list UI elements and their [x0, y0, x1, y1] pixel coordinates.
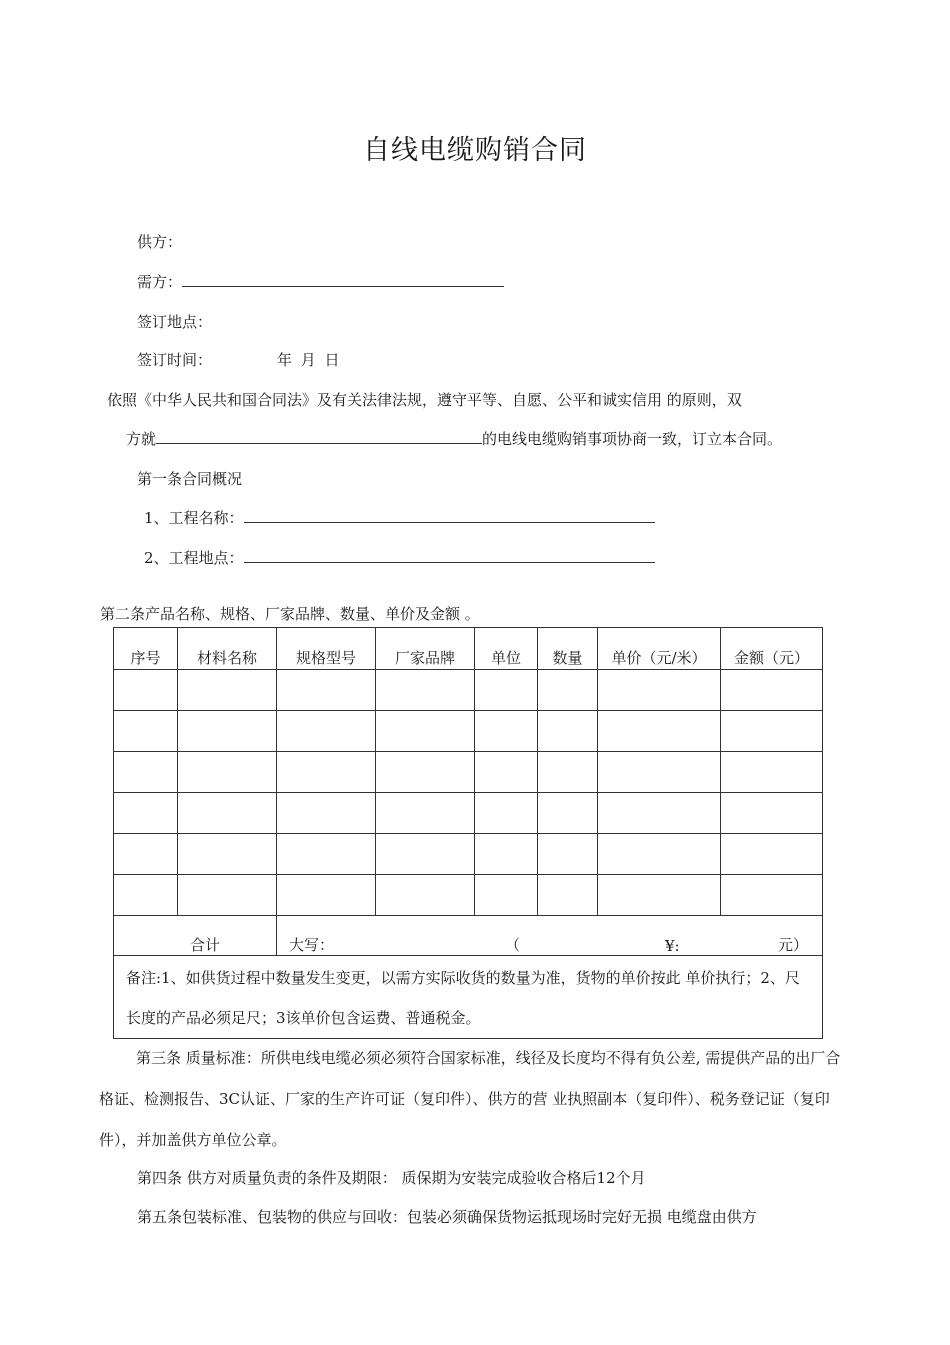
- table-cell[interactable]: [277, 670, 376, 711]
- table-cell[interactable]: [598, 875, 721, 916]
- buyer-line: [137, 271, 504, 292]
- article2-heading: 第二条产品名称、规格、厂家品牌、数量、单价及金额 。: [100, 605, 480, 623]
- total-amount-cell[interactable]: [277, 916, 823, 956]
- project-site-label: 2、工程地点：: [144, 549, 244, 567]
- table-row: [114, 752, 823, 793]
- table-cell[interactable]: [277, 875, 376, 916]
- article1-heading: 第一条合同概况: [137, 470, 243, 488]
- table-cell[interactable]: [376, 670, 475, 711]
- table-cell[interactable]: [538, 670, 598, 711]
- table-row: [114, 834, 823, 875]
- supplier-label: 供方：: [137, 233, 183, 251]
- article4-paragraph: 第四条 供方对质量负责的条件及期限： 质保期为安装完成验收合格后12个月: [137, 1169, 646, 1187]
- table-cell[interactable]: [598, 752, 721, 793]
- paren-open: （: [505, 936, 521, 954]
- col-header-quantity: 数量: [538, 628, 598, 670]
- table-note-row: [114, 956, 823, 1039]
- col-header-spec: 规格型号: [277, 628, 376, 670]
- table-row: [114, 670, 823, 711]
- table-cell[interactable]: [598, 711, 721, 752]
- intro-blank[interactable]: [156, 429, 482, 444]
- intro-line-1: 依照《中华人民共和国合同法》及有关法律法规，遵守平等、自愿、公平和诚实信用 的原则，双: [107, 391, 742, 409]
- table-cell[interactable]: [721, 875, 823, 916]
- yuan-close: 元）: [777, 936, 808, 954]
- project-name-blank[interactable]: [244, 508, 655, 523]
- table-cell[interactable]: [475, 752, 538, 793]
- table-cell[interactable]: [376, 834, 475, 875]
- article5-paragraph: 第五条包装标准、包装物的供应与回收：包装必须确保货物运抵现场时完好无损 电缆盘由供方: [137, 1208, 757, 1226]
- table-cell[interactable]: [114, 670, 178, 711]
- table-cell[interactable]: [475, 711, 538, 752]
- table-cell[interactable]: [538, 875, 598, 916]
- table-row: [114, 711, 823, 752]
- table-total-row: [114, 916, 823, 956]
- table-cell[interactable]: [277, 711, 376, 752]
- table-row: [114, 793, 823, 834]
- col-header-unit: 单位: [475, 628, 538, 670]
- table-cell[interactable]: [721, 793, 823, 834]
- article3-paragraph: 第三条 质量标准：所供电线电缆必须必须符合国家标准，线径及长度均不得有负公差, 需提供产品的出厂合格证、检测报告、3C认证、厂家的生产许可证（复印件）、供方的营 业执照副本（复印件）、税务登记证（复印件），并加盖供方单位公章。: [99, 1049, 841, 1149]
- table-cell[interactable]: [475, 670, 538, 711]
- project-name-label: 1、工程名称：: [144, 509, 244, 527]
- project-site-line: [144, 547, 655, 568]
- table-cell[interactable]: [178, 875, 277, 916]
- table-cell[interactable]: [114, 711, 178, 752]
- table-cell[interactable]: [277, 752, 376, 793]
- table-row: [114, 875, 823, 916]
- table-cell[interactable]: [721, 711, 823, 752]
- yen-label: ¥:: [665, 937, 680, 955]
- table-cell[interactable]: [376, 752, 475, 793]
- table-cell[interactable]: [114, 875, 178, 916]
- table-cell[interactable]: [598, 834, 721, 875]
- col-header-material: 材料名称: [178, 628, 277, 670]
- table-cell[interactable]: [114, 793, 178, 834]
- table-cell[interactable]: [475, 875, 538, 916]
- buyer-label: 需方：: [137, 273, 183, 291]
- table-cell[interactable]: [721, 752, 823, 793]
- table-cell[interactable]: [475, 834, 538, 875]
- table-cell[interactable]: [538, 752, 598, 793]
- col-header-unit-price: 单价（元/米）: [598, 628, 721, 670]
- intro-line-2: [126, 428, 782, 449]
- project-name-line: [144, 507, 655, 528]
- intro-prefix: 方就: [126, 430, 157, 448]
- table-cell[interactable]: [277, 793, 376, 834]
- col-header-brand: 厂家品牌: [376, 628, 475, 670]
- table-cell[interactable]: [538, 834, 598, 875]
- table-cell[interactable]: [376, 711, 475, 752]
- table-cell[interactable]: [178, 711, 277, 752]
- sign-place-label: 签订地点：: [137, 313, 213, 331]
- table-note: 备注:1、如供货过程中数量发生变更，以需方实际收货的数量为准，货物的单价按此 单价执行；2、尺长度的产品必须足尺；3该单价包含运费、普通税金。: [114, 956, 823, 1039]
- table-cell[interactable]: [721, 670, 823, 711]
- col-header-index: 序号: [114, 628, 178, 670]
- col-header-amount: 金额（元）: [721, 628, 823, 670]
- sign-date-units: 年 月 日: [277, 351, 340, 369]
- table-cell[interactable]: [376, 793, 475, 834]
- table-cell[interactable]: [538, 793, 598, 834]
- table-cell[interactable]: [178, 752, 277, 793]
- total-label: 合计: [114, 916, 277, 956]
- daxie-label: 大写：: [289, 936, 335, 954]
- table-cell[interactable]: [538, 711, 598, 752]
- sign-time-label: 签订时间：: [137, 351, 213, 369]
- table-cell[interactable]: [178, 834, 277, 875]
- product-table: [113, 627, 823, 1039]
- table-cell[interactable]: [721, 834, 823, 875]
- table-cell[interactable]: [178, 670, 277, 711]
- table-cell[interactable]: [376, 875, 475, 916]
- table-cell[interactable]: [178, 793, 277, 834]
- document-title: 自线电缆购销合同: [363, 135, 587, 166]
- table-cell[interactable]: [277, 834, 376, 875]
- buyer-blank[interactable]: [182, 272, 504, 287]
- table-cell[interactable]: [475, 793, 538, 834]
- intro-suffix: 的电线电缆购销事项协商一致，订立本合同。: [482, 430, 783, 448]
- table-header-row: [114, 628, 823, 670]
- project-site-blank[interactable]: [244, 548, 655, 563]
- table-cell[interactable]: [114, 834, 178, 875]
- table-cell[interactable]: [598, 670, 721, 711]
- table-cell[interactable]: [598, 793, 721, 834]
- table-cell[interactable]: [114, 752, 178, 793]
